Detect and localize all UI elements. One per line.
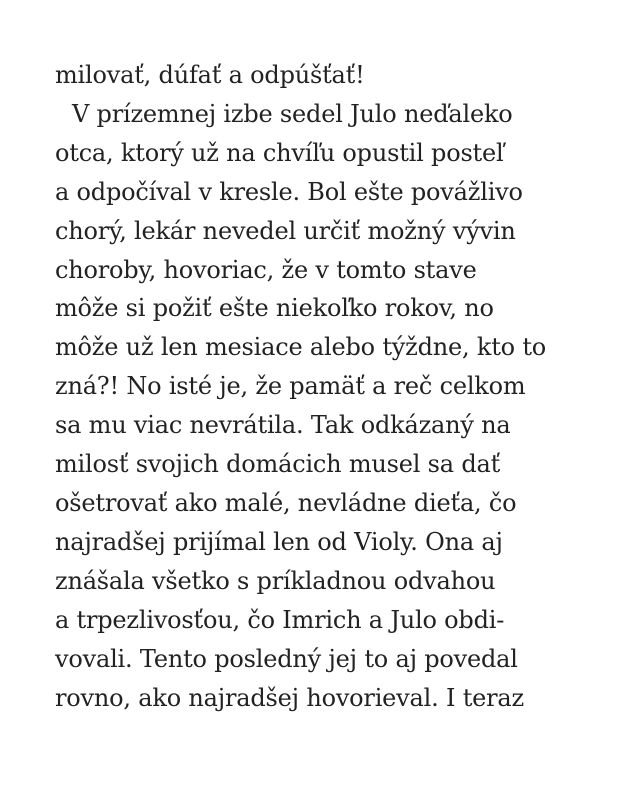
text-line: a trpezlivosťou, čo Imrich a Julo obdi- — [55, 605, 505, 634]
text-line: ošetrovať ako malé, nevládne dieťa, čo — [55, 488, 517, 517]
text-line: milovať, dúfať a odpúšťať! — [55, 61, 365, 89]
text-line: môže si požiť ešte niekoľko rokov, no — [55, 294, 494, 323]
text-line: znášala všetko s príkladnou odvahou — [55, 566, 496, 595]
text-line: milosť svojich domácich musel sa dať — [55, 450, 501, 479]
text-line: a odpočíval v kresle. Bol ešte povážlivo — [55, 177, 523, 206]
text-line: otca, ktorý už na chvíľu opustil posteľ — [55, 138, 504, 167]
text-line: chorý, lekár nevedel určiť možný vývin — [55, 216, 516, 245]
text-line: choroby, hovoriac, že v tomto stave — [55, 255, 477, 284]
text-line: rovno, ako najradšej hovorieval. I teraz — [55, 683, 524, 712]
text-line: môže už len mesiace alebo týždne, kto to — [55, 333, 547, 362]
text-line: vovali. Tento posledný jej to aj povedal — [55, 644, 518, 673]
paragraph-start-line: V prízemnej izbe sedel Julo neďaleko — [72, 99, 513, 128]
text-line: zná?! No isté je, že pamäť a reč celkom — [55, 372, 526, 401]
book-page — [55, 56, 615, 717]
text-line: sa mu viac nevrátila. Tak odkázaný na — [55, 411, 511, 440]
text-line: najradšej prijímal len od Violy. Ona aj — [55, 527, 503, 556]
